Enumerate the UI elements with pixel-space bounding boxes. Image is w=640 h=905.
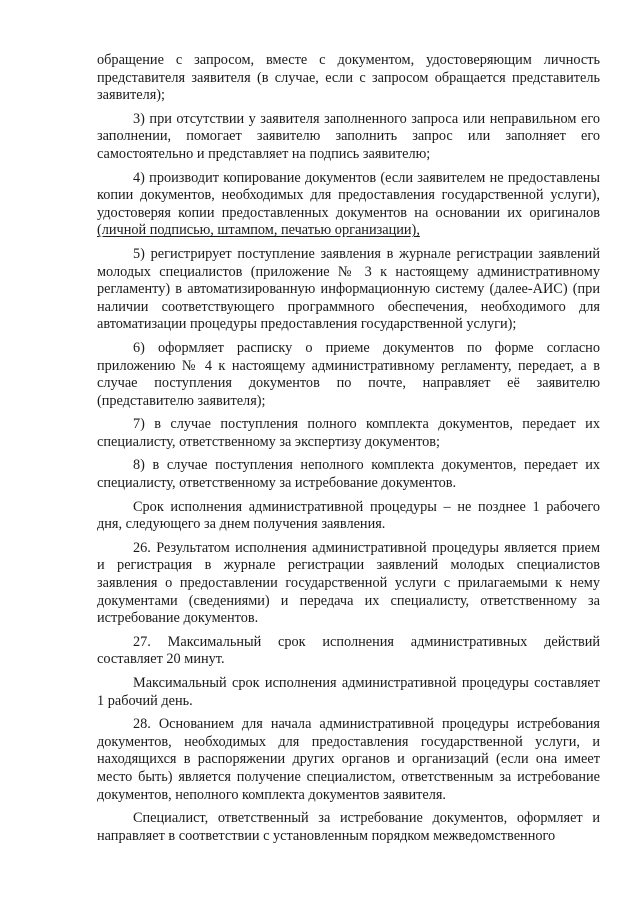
paragraph-item-7: 7) в случае поступления полного комплекта документов, передает их специалисту, ответственному за экспертизу документов;	[97, 416, 600, 450]
paragraph-item-4	[97, 170, 600, 240]
paragraph-deadline: Срок исполнения административной процедуры – не позднее 1 рабочего дня, следующего за днем получения заявления.	[97, 498, 600, 533]
paragraph-item-6: 6) оформляет расписку о приеме документов по форме согласно приложению № 4 к настоящему административному регламенту, передает, а в случае поступления документов по почте, направляет её заявителю (представителю заявителя);	[97, 339, 600, 409]
paragraph-28: 28. Основанием для начала административной процедуры истребования документов, необходимых для предоставления государственной услуги, и находящихся в распоряжении других органов и организаций (если она имеет место быть) является получение специалистом, ответственным за истребование документов, неполного комплекта документов заявителя.	[97, 716, 600, 803]
paragraph-item-5: 5) регистрирует поступление заявления в журнале регистрации заявлений молодых специалистов (приложение № 3 к настоящему административному регламенту) в автоматизированную информационную систему (далее-АИС) (при наличии соответствующего программного обеспечения, необходимого для автоматизации процедуры предоставления государственной услуги);	[97, 245, 600, 333]
paragraph-item-4-text: 4) производит копирование документов (если заявителем не предоставлены копии документов, необходимых для предоставления государственной услуги), удостоверяя копии предоставленных документов на основании их оригиналов	[97, 169, 600, 221]
paragraph-item-8: 8) в случае поступления неполного комплекта документов, передает их специалисту, ответственному за истребование документов.	[97, 457, 600, 492]
paragraph-27: 27. Максимальный срок исполнения административных действий составляет 20 минут.	[97, 633, 600, 668]
document-body	[97, 52, 600, 845]
paragraph-max-term: Максимальный срок исполнения административной процедуры составляет 1 рабочий день.	[97, 675, 600, 709]
paragraph-item-3: 3) при отсутствии у заявителя заполненного запроса или неправильном его заполнении, помогает заявителю заполнить запрос или заполняет его самостоятельно и представляет на подпись заявителю;	[97, 110, 600, 162]
paragraph-26: 26. Результатом исполнения административной процедуры является прием и регистрация в журнале регистрации заявлений молодых специалистов заявления о предоставлении государственной услуги с прилагаемыми к нему документами (сведениями) и передача их специалисту, ответственному за истребование документов.	[97, 539, 600, 627]
paragraph-1: обращение с запросом, вместе с документом, удостоверяющим личность представителя заявителя (в случае, если с запросом обращается представитель заявителя);	[97, 52, 600, 104]
paragraph-specialist: Специалист, ответственный за истребование документов, оформляет и направляет в соответствии с установленным порядком межведомственного	[97, 810, 600, 844]
underlined-certification-method: (личной подписью, штампом, печатью организации),	[97, 222, 420, 239]
